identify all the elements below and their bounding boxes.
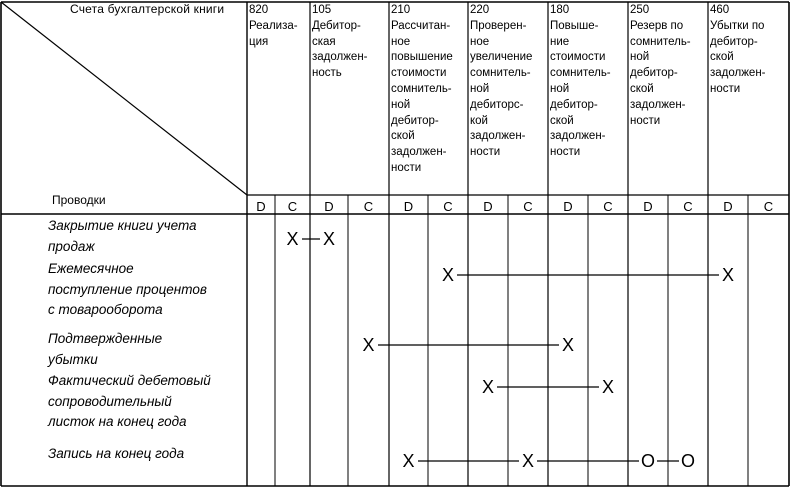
- account-code: 820: [249, 4, 269, 16]
- entry-label: Закрытие книги учета продаж: [48, 218, 197, 254]
- posting-mark-x: X: [479, 378, 497, 396]
- account-code: 250: [630, 4, 650, 16]
- posting-mark-x: X: [439, 266, 457, 284]
- credit-label: C: [683, 199, 693, 214]
- account-code: 105: [312, 4, 332, 16]
- credit-label: C: [363, 199, 374, 214]
- posting-mark-x: X: [284, 230, 302, 248]
- account-header-250: [630, 3, 691, 129]
- corner-entries-label: Проводки: [52, 193, 106, 207]
- entry-label: Ежемесячное поступление процентов с товарооборота: [48, 261, 207, 317]
- corner-diagonal: [1, 2, 247, 195]
- credit-label: C: [443, 199, 453, 214]
- posting-mark-x: X: [400, 452, 418, 470]
- entry-label: Фактический дебетовый сопроводительный листок на конец года: [48, 373, 211, 429]
- debit-label: D: [403, 199, 414, 214]
- account-name: Реализа- ция: [249, 19, 298, 48]
- posting-mark-o: O: [680, 451, 695, 471]
- account-code: 180: [550, 4, 570, 16]
- account-name: Дебитор- ская задолжен- ность: [312, 19, 368, 80]
- entry-label: Подтвержденные убытки: [48, 331, 163, 367]
- credit-label: C: [603, 199, 613, 214]
- account-code: 210: [391, 4, 411, 16]
- account-name: Резерв по сомнитель- ной дебитор- ской задолжен- ности: [630, 19, 691, 127]
- debit-label: D: [483, 199, 493, 214]
- credit-label: C: [523, 199, 533, 214]
- account-code: 460: [710, 4, 730, 16]
- posting-mark-x: X: [360, 336, 378, 354]
- account-header-210: [391, 3, 453, 177]
- debit-label: D: [643, 199, 653, 214]
- account-code: 220: [470, 4, 490, 16]
- account-header-820: [249, 3, 298, 50]
- debit-label: D: [256, 199, 266, 214]
- corner-accounts-label: Счета бухгалтерской книги: [70, 2, 225, 16]
- posting-mark-o: O: [640, 451, 655, 471]
- posting-mark-x: X: [559, 336, 577, 354]
- account-name: Повыше- ние стоимости сомнитель- ной дебитор- ской задолжен- ности: [550, 19, 611, 159]
- debit-label: D: [723, 199, 733, 214]
- posting-mark-x: X: [599, 378, 617, 396]
- account-header-220: [470, 3, 532, 161]
- posting-mark-x: X: [320, 230, 338, 248]
- account-name: Рассчитан- ное повышение стоимости сомнитель- ной дебитор- ской задолжен- ности: [391, 19, 453, 174]
- account-header-460: [710, 3, 766, 98]
- debit-label: D: [324, 199, 334, 214]
- account-name: Проверен- ное увеличение сомнитель- ной дебиторс- кой задолжен- ности: [470, 19, 533, 159]
- entry-label: Запись на конец года: [48, 446, 185, 461]
- account-header-105: [312, 3, 368, 82]
- credit-label: C: [763, 199, 774, 214]
- debit-label: D: [563, 199, 573, 214]
- posting-mark-x: X: [719, 266, 737, 284]
- account-header-180: [550, 3, 611, 161]
- credit-label: C: [287, 199, 298, 214]
- posting-mark-x: X: [519, 452, 537, 470]
- account-name: Убытки по дебитор- ской задолжен- ности: [710, 19, 766, 95]
